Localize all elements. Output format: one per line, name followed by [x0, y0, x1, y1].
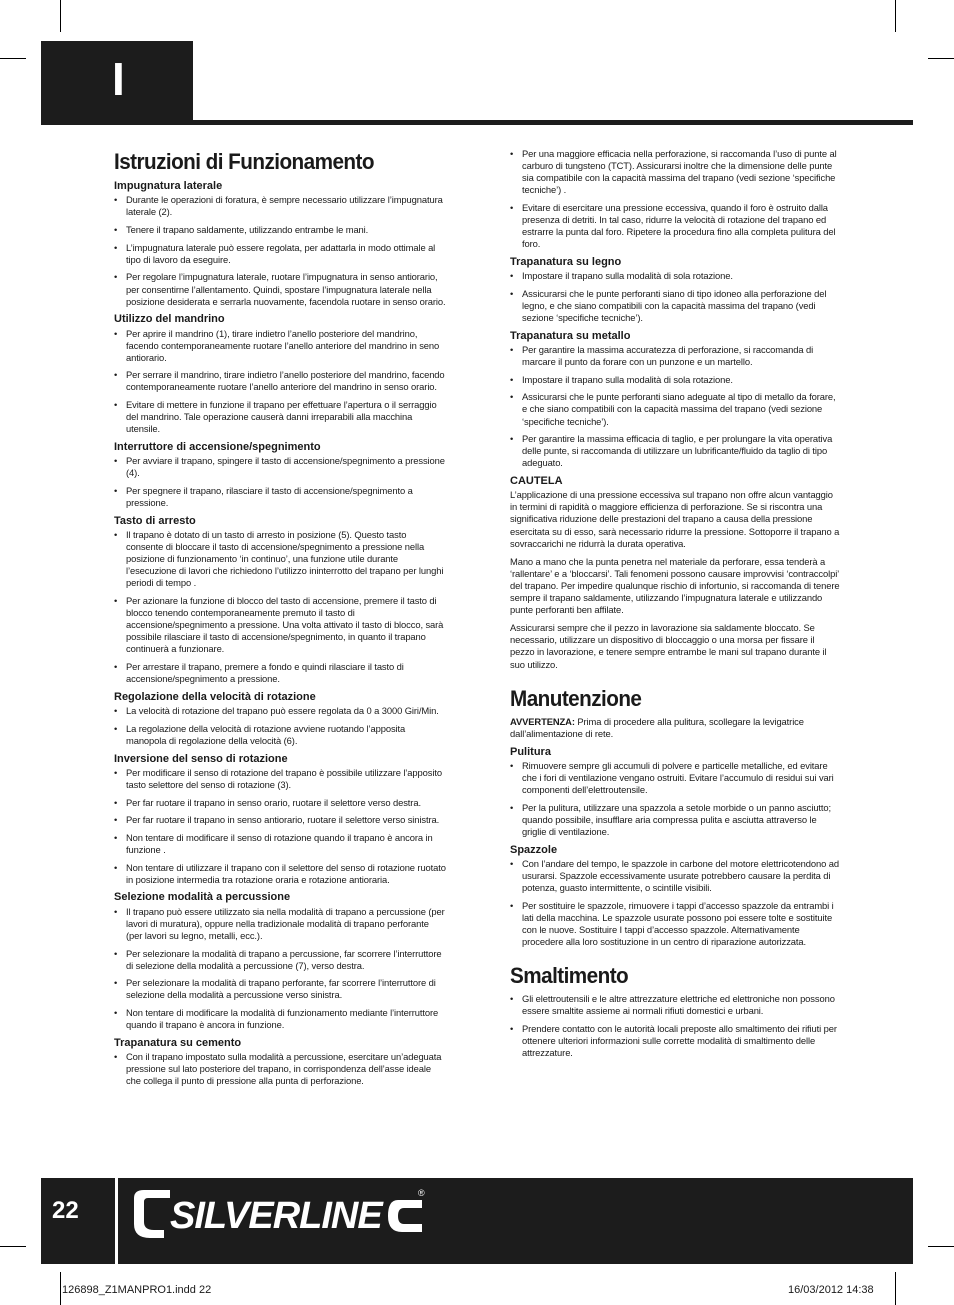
crop-mark	[895, 1272, 896, 1305]
list-item: • Per far ruotare il trapano in senso antiorario, ruotare il selettore verso sinistra.	[114, 814, 446, 826]
drilling-tips-list	[510, 148, 840, 250]
date-slug: 16/03/2012 14:38	[788, 1284, 874, 1296]
section-heading: Utilizzo del mandrino	[114, 313, 225, 326]
list-item: • Non tentare di modificare la modalità di funzionamento mediante l’interruttore quando il trapano è ancora in funzione.	[114, 1007, 446, 1031]
disposal-title: Smaltimento	[510, 963, 629, 989]
list-item: • Per garantire la massima efficacia di taglio, e per prolungare la vita operativa delle punte, si raccomanda di utilizzare un lubrificante/fluido da taglio di tipo adeguato.	[510, 433, 840, 469]
maintenance-sections	[510, 746, 840, 948]
crop-mark	[60, 1272, 61, 1305]
crop-mark	[928, 58, 954, 59]
list-item: • Il trapano può essere utilizzato sia nella modalità di trapano a percussione (per lavori di muratura), oppure nella tradizionale modalità di trapano perforante (per lavori su legno, metalli, ecc.).	[114, 906, 446, 942]
list-item: • Non tentare di modificare il senso di rotazione quando il trapano è ancora in funzione .	[114, 832, 446, 856]
left-column	[114, 148, 446, 1093]
warning-label: AVVERTENZA:	[510, 715, 575, 727]
section-heading: Trapanatura su legno	[510, 255, 622, 268]
section-heading: Trapanatura su cemento	[114, 1036, 242, 1049]
crop-mark	[60, 0, 61, 32]
list-item: • Per la pulitura, utilizzare una spazzola a setole morbide o un panno asciutto; quando possibile, insufflare aria compressa pulita e asciutta attraverso le griglie di ventilazione.	[510, 802, 840, 838]
header-rule	[41, 120, 913, 125]
warning-text: Prima di procedere alla pulitura, scollegare la levigatrice dall’alimentazione di rete.	[510, 715, 804, 739]
maintenance-title: Manutenzione	[510, 685, 642, 711]
list-item: • Prendere contatto con le autorità locali preposte allo smaltimento dei rifiuti per ottenere ulteriori informazioni sulle corrette modalità di smaltimento delle attrezzature.	[510, 1023, 840, 1059]
section-heading: Spazzole	[510, 843, 558, 856]
caution-paragraph: Mano a mano che la punta penetra nel materiale da perforare, essa tenderà a ‘rallentare’ e a ‘bloccarsi’. Tali fenomeni possono causare improvvisi ‘contraccolpi’ del trapano. Per impedire qualunque rischio di infortunio, si raccomanda di tenere sempre il trapano saldamente, utilizzando l’impugnatura laterale e utilizzando punte perforanti ben affilate.	[510, 555, 840, 616]
list-item: • Per selezionare la modalità di trapano perforante, far scorrere l’interruttore di selezione della modalità a percussione verso sinistra.	[114, 977, 446, 1001]
list-item: • Per azionare la funzione di blocco del tasto di accensione, premere il tasto di blocco tenendo contemporaneamente premuto il tasto di accensione/spegnimento a pressione. Una volta attivato il tasto di blocco, sarà possibile rilasciare il tasto di accensione/spegnimento, in quanto il trapano continuerà a funzionare.	[114, 595, 446, 655]
crop-mark	[0, 1246, 26, 1247]
section-heading: Tasto di arresto	[114, 514, 196, 527]
list-item: • Impostare il trapano sulla modalità di sola rotazione.	[510, 270, 840, 282]
bullet-list	[114, 1051, 446, 1087]
list-item: • Per modificare il senso di rotazione del trapano è possibile utilizzare l’apposito tasto selettore del senso di rotazione (3).	[114, 767, 446, 791]
list-item: • Il trapano è dotato di un tasto di arresto in posizione (5). Questo tasto consente di bloccare il tasto di accensione/spegnimento a pressione nella posizione di funzionamento ‘in continuo’, una funzione utile durante l’esecuzione di lavori che richiedono l’utilizzo ininterrotto del trapano per lunghi periodi di tempo .	[114, 529, 446, 589]
list-item: • Per arrestare il trapano, premere a fondo e quindi rilasciare il tasto di accensione/spegnimento a pressione.	[114, 661, 446, 685]
right-sections	[510, 256, 840, 470]
list-item: • Con il trapano impostato sulla modalità a percussione, esercitare un’adeguata pressione sul lato posteriore del trapano, in corrispondenza dell’asse ideale che collega il punto di pressione alla punta di perforazione.	[114, 1051, 446, 1087]
registered-mark: ®	[418, 1188, 425, 1198]
caution-paragraph: Assicurarsi sempre che il pezzo in lavorazione sia saldamente bloccato. Se necessario, utilizzare un dispositivo di bloccaggio o una morsa per fissare il pezzo in lavorazione, e tenere sempre entrambe le mani sul trapano durante il suo utilizzo.	[510, 622, 827, 670]
list-item: • Per aprire il mandrino (1), tirare indietro l’anello posteriore del mandrino, facendo contemporaneamente ruotare l’anello anteriore del mandrino in seno antiorario.	[114, 328, 446, 364]
list-item: • L’impugnatura laterale può essere regolata, per adattarla in modo ottimale al tipo di lavoro da eseguire.	[114, 242, 446, 266]
list-item: • Per serrare il mandrino, tirare indietro l’anello posteriore del mandrino, facendo contemporaneamente ruotare l’anello anteriore del mandrino in senso orario.	[114, 369, 446, 393]
brand-text: SILVERLINE	[170, 1195, 382, 1237]
list-item: • Per spegnere il trapano, rilasciare il tasto di accensione/spegnimento a pressione.	[114, 485, 446, 509]
silverline-logo	[130, 1186, 430, 1241]
bullet-list	[114, 529, 446, 685]
list-item: • Tenere il trapano saldamente, utilizzando entrambe le mani.	[114, 224, 446, 236]
list-item: • Assicurarsi che le punte perforanti siano adeguate al tipo di metallo da forare, e che siano compatibili con la capacità massima del trapano (vedi sezione ‘specifiche tecniche’).	[510, 391, 840, 427]
list-item: • Per far ruotare il trapano in senso orario, ruotare il selettore verso destra.	[114, 797, 446, 809]
caution-paragraph: L’applicazione di una pressione eccessiva sul trapano non offre alcun vantaggio in termini di rapidità o maggiore efficienza di perforazione. Se si riscontra una significativa riduzione delle prestazioni del trapano a causa della pressione esercitata su di esso, sarà necessario ridurre la pressione. Sottoporre il trapano a sovraccarichi ne ridurrà la durata operativa.	[510, 489, 840, 549]
bullet-list	[510, 760, 840, 838]
list-item: • Evitare di esercitare una pressione eccessiva, quando il foro è ostruito dalla presenza di detriti. In tal caso, ridurre la velocità di rotazione del trapano ed estrarre la punta dal foro. Ripetere la procedura fino alla completa pulitura del foro.	[510, 202, 840, 250]
section-heading: Regolazione della velocità di rotazione	[114, 690, 316, 703]
list-item: • Con l’andare del tempo, le spazzole in carbone del motore elettricotendono ad usurarsi. Spazzole eccessivamente usurate potrebbero causare la perdita di potenza, guasto intermittente, o scintille visibili.	[510, 858, 840, 894]
section-heading: Trapanatura su metallo	[510, 329, 631, 342]
section-heading: Impugnatura laterale	[114, 180, 223, 192]
list-item: • La velocità di rotazione del trapano può essere regolata da 0 a 3000 Giri/Min.	[114, 705, 446, 717]
bullet-list	[114, 906, 446, 1032]
section-heading: Inversione del senso di rotazione	[114, 752, 288, 765]
crop-mark	[928, 1246, 954, 1247]
maintenance-warning	[510, 716, 840, 740]
list-item: • Per una maggiore efficacia nella perforazione, si raccomanda l’uso di punte al carburo di tungsteno (TCT). Assicurarsi inoltre che la dimensione delle punte sia compatibile con la capacità massima del trapano (vedi sezione ‘specifiche tecniche’) .	[510, 148, 840, 196]
bullet-list	[114, 328, 446, 436]
list-item: • Per avviare il trapano, spingere il tasto di accensione/spegnimento a pressione (4).	[114, 455, 446, 479]
section-heading: Pulitura	[510, 745, 551, 758]
section-heading: Selezione modalità a percussione	[114, 891, 291, 904]
list-item: • Non tentare di utilizzare il trapano con il selettore del senso di rotazione ruotato in posizione intermedia tra rotazione oraria e rotazione antioraria.	[114, 862, 446, 886]
bullet-list	[510, 270, 840, 324]
file-slug: 126898_Z1MANPRO1.indd 22	[62, 1284, 212, 1296]
list-item: • Gli elettroutensili e le altre attrezzature elettriche ed elettroniche non possono essere smaltite assieme ai normali rifiuti domestici e urbani.	[510, 993, 840, 1017]
list-item: • Per selezionare la modalità di trapano a percussione, far scorrere l’interruttore di selezione della modalità a percussione (7), verso destra.	[114, 948, 446, 972]
disposal-list	[510, 993, 840, 1059]
bullet-list	[114, 194, 446, 308]
bullet-list	[510, 858, 840, 948]
list-item: • Per garantire la massima accuratezza di perforazione, si raccomanda di marcare il punto da forare con un punzone e un martello.	[510, 344, 840, 368]
language-letter: I	[112, 53, 125, 105]
list-item: • La regolazione della velocità di rotazione avviene ruotando l’apposita manopola di regolazione della velocità (6).	[114, 723, 446, 747]
list-item: • Durante le operazioni di foratura, è sempre necessario utilizzare l’impugnatura laterale (2).	[114, 194, 446, 218]
operating-instructions-title: Istruzioni di Funzionamento	[114, 149, 374, 174]
caution-heading: CAUTELA	[510, 475, 563, 488]
list-item: • Assicurarsi che le punte perforanti siano di tipo idoneo alla perforazione del legno, e che siano compatibili con la capacità massima del trapano (vedi sezione ‘specifiche tecniche’).	[510, 288, 840, 324]
list-item: • Per regolare l’impugnatura laterale, ruotare l’impugnatura in senso antiorario, per consentirne l’allentamento. Quindi, spostare l’impugnatura laterale nella posizione desiderata e serrarla nuovamente, facendola ruotare in senso orario.	[114, 271, 446, 307]
bullet-list	[114, 455, 446, 509]
section-heading: Interruttore di accensione/spegnimento	[114, 441, 321, 454]
page-number: 22	[52, 1197, 79, 1224]
footer-divider	[115, 1178, 118, 1264]
right-column	[510, 148, 840, 1065]
list-item: • Per sostituire le spazzole, rimuovere i tappi d’accesso spazzole da entrambi i lati della macchina. Le spazzole usurate possono poi essere tolte e sostituite con le nuove. Sostituire I tappi d’accesso spazzole. Alternativamente procedere alla loro sostituzione in un centro di riparazione autorizzata.	[510, 900, 840, 948]
left-sections	[114, 180, 446, 1087]
caution-text	[510, 489, 840, 670]
list-item: • Rimuovere sempre gli accumuli di polvere e particelle metalliche, ed evitare che i fori di ventilazione vengano ostruiti. Evitare l’accumulo di residui sui vari componenti dell’elettroutensile.	[510, 760, 840, 796]
crop-mark	[895, 0, 896, 32]
list-item: • Evitare di mettere in funzione il trapano per effettuare l’apertura o il serraggio del mandrino. Tale operazione causerà danni irreparabili alla macchina utensile.	[114, 399, 446, 435]
crop-mark	[0, 58, 26, 59]
bullet-list	[510, 344, 840, 470]
list-item: • Impostare il trapano sulla modalità di sola rotazione.	[510, 374, 840, 386]
bullet-list	[114, 705, 446, 747]
bullet-list	[114, 767, 446, 886]
